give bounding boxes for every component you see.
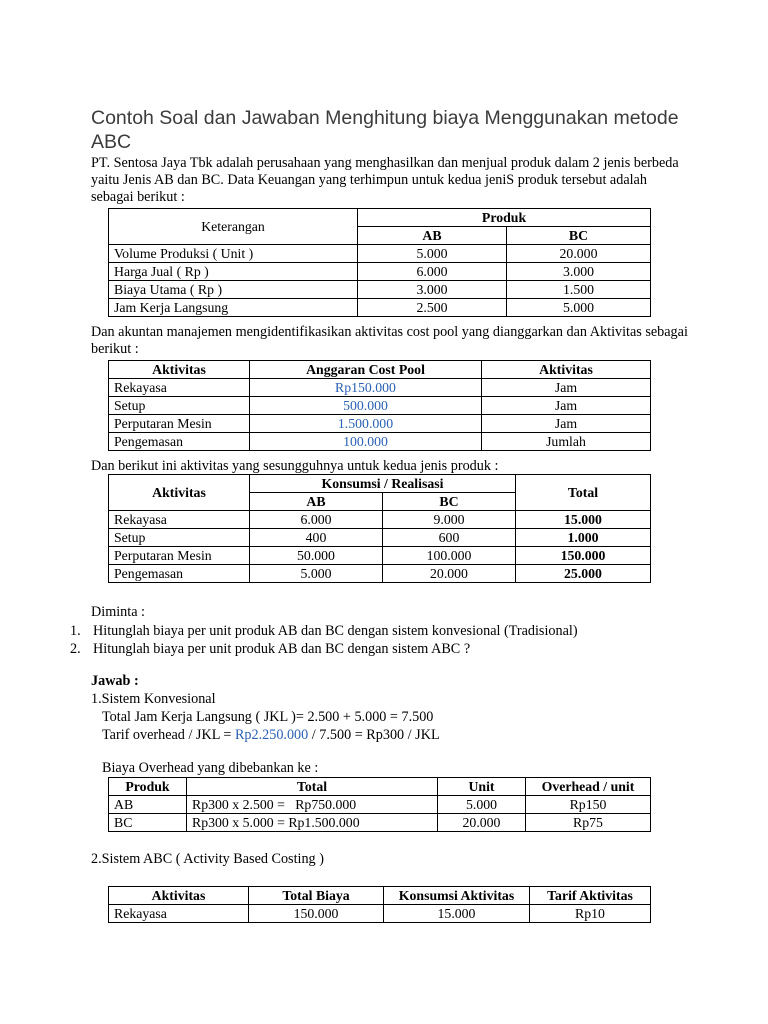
table-row	[109, 814, 651, 832]
actual-activity-paragraph: Dan berikut ini aktivitas yang sesungguhnya untuk kedua jenis produk :	[91, 458, 499, 474]
cell-bc: 1.500	[507, 281, 651, 299]
table-row	[109, 397, 651, 415]
question-text: Hitunglah biaya per unit produk AB dan BC dengan sistem konvesional (Tradisional)	[93, 623, 578, 639]
cell-unit: 5.000	[438, 796, 526, 814]
header-ab: AB	[358, 227, 507, 245]
overhead-caption: Biaya Overhead yang dibebankan ke :	[102, 760, 319, 776]
cell-aktivitas: Setup	[109, 529, 250, 547]
cell-ab: 5.000	[358, 245, 507, 263]
cell-total: 25.000	[516, 565, 651, 583]
jkl-line: Total Jam Kerja Langsung ( JKL )= 2.500 + 5.000 = 7.500	[102, 709, 434, 725]
cell-anggaran: 500.000	[250, 397, 482, 415]
row-label: Volume Produksi ( Unit )	[109, 245, 358, 263]
cell-ab: 3.000	[358, 281, 507, 299]
table-row	[109, 299, 651, 317]
table-row	[109, 511, 651, 529]
table-row	[109, 565, 651, 583]
cell-driver: Jam	[482, 379, 651, 397]
header-bc: BC	[507, 227, 651, 245]
header-produk: Produk	[358, 209, 651, 227]
cell-bc: 5.000	[507, 299, 651, 317]
header-ab: AB	[250, 493, 383, 511]
cell-ab: 400	[250, 529, 383, 547]
cell-unit: 20.000	[438, 814, 526, 832]
list-number: 1.	[70, 623, 81, 639]
cell-anggaran: 100.000	[250, 433, 482, 451]
actual-activity-table	[108, 474, 651, 583]
header-konsumsi: Konsumsi / Realisasi	[250, 475, 516, 493]
cell-anggaran: 1.500.000	[250, 415, 482, 433]
cell-aktivitas: Rekayasa	[109, 379, 250, 397]
abc-heading: 2.Sistem ABC ( Activity Based Costing )	[91, 851, 324, 867]
cell-ab: 6.000	[358, 263, 507, 281]
diminta-label: Diminta :	[91, 604, 145, 620]
cell-tarif: Rp10	[530, 905, 651, 923]
header-total-biaya: Total Biaya	[249, 887, 384, 905]
tarif-highlight: Rp2.250.000	[234, 727, 309, 743]
abc-table	[108, 886, 651, 923]
cell-bc: 100.000	[383, 547, 516, 565]
header-aktivitas: Aktivitas	[109, 361, 250, 379]
cell-aktivitas: Pengemasan	[109, 565, 250, 583]
cost-pool-paragraph: Dan akuntan manajemen mengidentifikasikan aktivitas cost pool yang dianggarkan dan Aktivitas sebagai berikut :	[91, 324, 688, 357]
header-overhead: Overhead / unit	[526, 778, 651, 796]
row-label: Harga Jual ( Rp )	[109, 263, 358, 281]
cell-bc: 3.000	[507, 263, 651, 281]
header-anggaran: Anggaran Cost Pool	[250, 361, 482, 379]
list-number: 2.	[70, 641, 81, 657]
question-text: Hitunglah biaya per unit produk AB dan BC dengan sistem ABC ?	[93, 641, 471, 657]
header-bc: BC	[383, 493, 516, 511]
cell-driver: Jam	[482, 415, 651, 433]
cell-produk: BC	[109, 814, 187, 832]
table-row	[109, 281, 651, 299]
jawab-heading: Jawab :	[91, 673, 139, 689]
cell-driver: Jumlah	[482, 433, 651, 451]
header-total: Total	[516, 475, 651, 511]
row-label: Biaya Utama ( Rp )	[109, 281, 358, 299]
cell-bc: 600	[383, 529, 516, 547]
cell-anggaran: Rp150.000	[250, 379, 482, 397]
header-aktivitas: Aktivitas	[109, 887, 249, 905]
table-row	[109, 245, 651, 263]
cell-driver: Jam	[482, 397, 651, 415]
cell-aktivitas: Perputaran Mesin	[109, 415, 250, 433]
cell-ab: 2.500	[358, 299, 507, 317]
konvesional-heading: 1.Sistem Konvesional	[91, 691, 216, 707]
overhead-table	[108, 777, 651, 832]
cell-aktivitas: Setup	[109, 397, 250, 415]
cell-konsumsi: 15.000	[384, 905, 530, 923]
cell-total-biaya: 150.000	[249, 905, 384, 923]
cell-total: 150.000	[516, 547, 651, 565]
header-konsumsi: Konsumsi Aktivitas	[384, 887, 530, 905]
table-row	[109, 905, 651, 923]
product-data-table	[108, 208, 651, 317]
header-total: Total	[187, 778, 438, 796]
cell-overhead: Rp75	[526, 814, 651, 832]
cell-total: Rp300 x 2.500 = Rp750.000	[187, 796, 438, 814]
cell-total: 1.000	[516, 529, 651, 547]
cell-aktivitas: Perputaran Mesin	[109, 547, 250, 565]
table-row	[109, 379, 651, 397]
cell-total: 15.000	[516, 511, 651, 529]
cell-ab: 50.000	[250, 547, 383, 565]
row-label: Jam Kerja Langsung	[109, 299, 358, 317]
cell-bc: 9.000	[383, 511, 516, 529]
table-row	[109, 796, 651, 814]
cell-bc: 20.000	[507, 245, 651, 263]
cell-aktivitas: Rekayasa	[109, 905, 249, 923]
table-row	[109, 547, 651, 565]
tarif-suffix: / 7.500 = Rp300 / JKL	[308, 727, 440, 743]
cell-total: Rp300 x 5.000 = Rp1.500.000	[187, 814, 438, 832]
cell-aktivitas: Rekayasa	[109, 511, 250, 529]
cell-produk: AB	[109, 796, 187, 814]
cell-ab: 5.000	[250, 565, 383, 583]
header-unit: Unit	[438, 778, 526, 796]
cell-bc: 20.000	[383, 565, 516, 583]
table-row	[109, 529, 651, 547]
tarif-line	[102, 727, 440, 744]
page-title: Contoh Soal dan Jawaban Menghitung biaya Menggunakan metode ABC	[91, 107, 679, 153]
cell-overhead: Rp150	[526, 796, 651, 814]
header-aktivitas: Aktivitas	[109, 475, 250, 511]
cost-pool-table	[108, 360, 651, 451]
table-row	[109, 263, 651, 281]
intro-paragraph: PT. Sentosa Jaya Tbk adalah perusahaan yang menghasilkan dan menjual produk dalam 2 jenis berbeda yaitu Jenis AB dan BC. Data Keuangan yang terhimpun untuk kedua jeniS produk tersebut adalah sebagai berikut :	[91, 155, 679, 205]
cell-ab: 6.000	[250, 511, 383, 529]
tarif-prefix: Tarif overhead / JKL =	[102, 727, 235, 743]
table-row	[109, 415, 651, 433]
header-tarif: Tarif Aktivitas	[530, 887, 651, 905]
header-produk: Produk	[109, 778, 187, 796]
header-driver: Aktivitas	[482, 361, 651, 379]
cell-aktivitas: Pengemasan	[109, 433, 250, 451]
header-keterangan: Keterangan	[109, 209, 358, 245]
table-row	[109, 433, 651, 451]
